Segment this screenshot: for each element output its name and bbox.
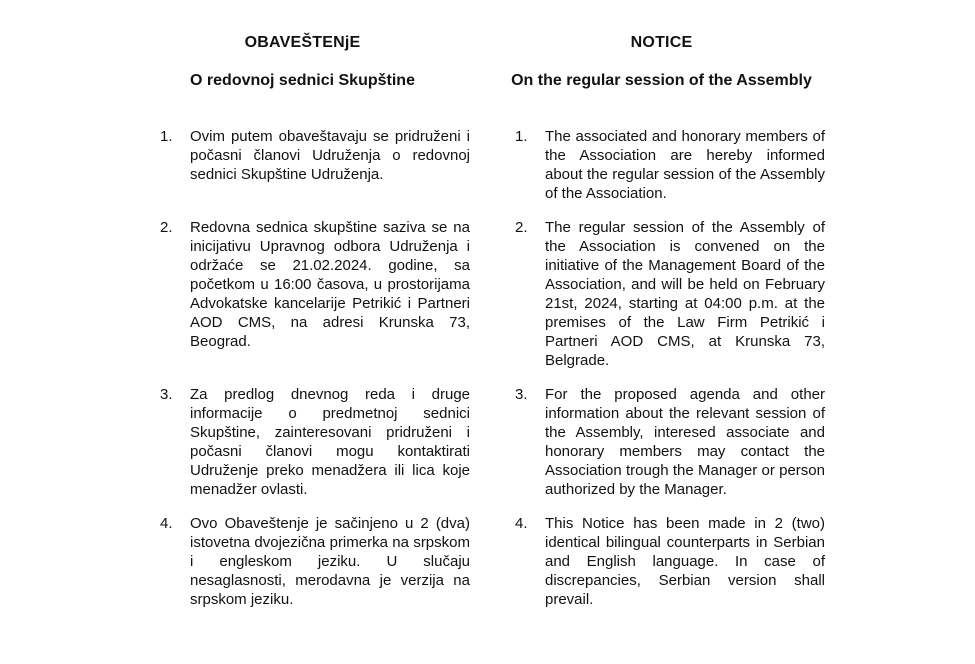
item-number: 3.	[160, 386, 173, 403]
serbian-subtitle: O redovnoj sednici Skupštine	[190, 72, 415, 89]
item-number: 1.	[160, 128, 173, 145]
serbian-list-item-3	[135, 385, 470, 499]
paragraph-row-4	[135, 514, 975, 609]
serbian-list-item-1	[135, 127, 470, 184]
title-row	[135, 33, 975, 52]
item-text: Redovna sednica skupštine saziva se na inicijativu Upravnog odbora Udruženja i održaće se 21.02.2024. godine, sa početkom u 16:00 časova, u prostorijama Advokatske kancelarije Petrikić i Partneri AOD CMS, na adresi Krunska 73, Beograd.	[190, 219, 470, 350]
item-number: 4.	[515, 515, 528, 532]
english-list-item-3	[498, 385, 825, 499]
serbian-list-item-4	[135, 514, 470, 609]
item-text: For the proposed agenda and other information about the relevant session of the Assembly, interesed associate and honorary members may contact the Association trough the Manager or person authorized by the Manager.	[545, 386, 825, 498]
paragraph-row-3	[135, 385, 975, 499]
paragraph-row-1	[135, 127, 975, 203]
item-number: 4.	[160, 515, 173, 532]
english-list-item-2	[498, 218, 825, 370]
paragraph-row-2	[135, 218, 975, 370]
item-text: This Notice has been made in 2 (two) identical bilingual counterparts in Serbian and English language. In case of discrepancies, Serbian version shall prevail.	[545, 515, 825, 608]
item-text: Ovo Obaveštenje je sačinjeno u 2 (dva) istovetna dvojezična primerka na srpskom i engleskom jeziku. U slučaju nesaglasnosti, merodavna je verzija na srpskom jeziku.	[190, 515, 470, 608]
item-number: 1.	[515, 128, 528, 145]
serbian-list-item-2	[135, 218, 470, 351]
item-text: Ovim putem obaveštavaju se pridruženi i počasni članovi Udruženja o redovnoj sednici Skupštine Udruženja.	[190, 128, 470, 183]
english-title: NOTICE	[630, 34, 693, 51]
english-list-item-1	[498, 127, 825, 203]
item-number: 2.	[515, 219, 528, 236]
item-text: The regular session of the Assembly of the Association is convened on the initiative of the Management Board of the Association, and will be held on February 21st, 2024, starting at 04:00 p.m. at the premises of the Law Firm Petrikić i Partneri AOD CMS, at Krunska 73, Belgrade.	[545, 219, 825, 369]
item-text: The associated and honorary members of the Association are hereby informed about the regular session of the Assembly of the Association.	[545, 128, 825, 202]
english-list-item-4	[498, 514, 825, 609]
subtitle-row	[135, 71, 975, 90]
serbian-title: OBAVEŠTENjE	[244, 34, 361, 51]
english-subtitle: On the regular session of the Assembly	[511, 72, 812, 89]
item-text: Za predlog dnevnog reda i druge informacije o predmetnoj sednici Skupštine, zainteresovani pridruženi i počasni članovi mogu kontaktirati Udruženje preko menadžera ili lica koje menadžer ovlasti.	[190, 386, 470, 498]
item-number: 3.	[515, 386, 528, 403]
item-number: 2.	[160, 219, 173, 236]
